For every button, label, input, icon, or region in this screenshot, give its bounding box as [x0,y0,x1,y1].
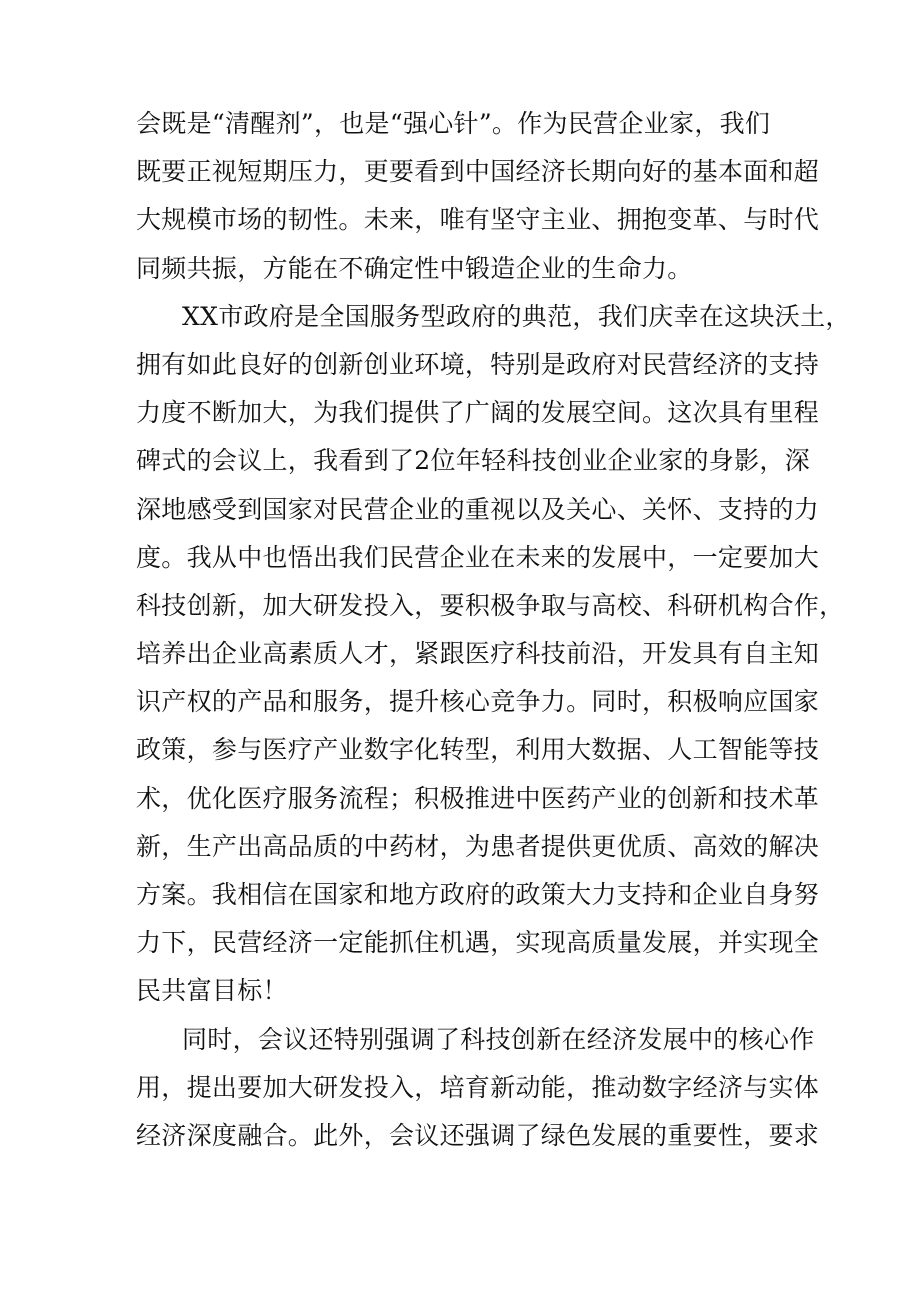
text-line: 新，生产出高品质的中药材，为患者提供更优质、高效的解决 [136,831,820,861]
paragraph-first-line: XX市政府是全国服务型政府的典范，我们庆幸在这块沃土， [182,301,851,331]
document-body [136,100,851,1160]
text-line: 方案。我相信在国家和地方政府的政策大力支持和企业自身努 [136,880,820,909]
text-line: 经济深度融合。此外，会议还强调了绿色发展的重要性，要求 [136,1120,820,1150]
text-line: 既要正视短期压力，更要看到中国经济长期向好的基本面和超 [136,157,820,187]
text-line: 深地感受到国家对民营企业的重视以及关心、关怀、支持的力 [136,494,820,524]
text-line: 碑式的会议上，我看到了2位年轻科技创业企业家的身影，深 [136,446,811,476]
text-line: 大规模市场的韧性。未来，唯有坚守主业、拥抱变革、与时代 [136,205,820,235]
text-line: 力度不断加大，为我们提供了广阔的发展空间。这次具有里程 [136,398,820,428]
text-line: 培养出企业高素质人才，紧跟医疗科技前沿，开发具有自主知 [136,639,820,669]
paragraph-first-line: 同时，会议还特别强调了科技创新在经济发展中的核心作 [182,1024,815,1054]
text-line: 科技创新，加大研发投入，要积极争取与高校、科研机构合作， [136,590,845,620]
text-line: 用，提出要加大研发投入，培育新动能，推动数字经济与实体 [136,1072,820,1102]
text-line: 拥有如此良好的创新创业环境，特别是政府对民营经济的支持 [136,349,820,379]
text-line: 度。我从中也悟出我们民营企业在未来的发展中，一定要加大 [136,542,820,572]
text-line: 民共富目标！ [136,976,288,1006]
text-line: 政策，参与医疗产业数字化转型，利用大数据、人工智能等技 [136,735,820,765]
text-line: 识产权的产品和服务，提升核心竞争力。同时，积极响应国家 [136,687,820,717]
text-line: 会既是“清醒剂”，也是“强心针”。作为民营企业家，我们 [136,109,771,138]
text-line: 术，优化医疗服务流程；积极推进中医药产业的创新和技术革 [136,783,820,813]
text-line: 同频共振，方能在不确定性中锻造企业的生命力。 [136,253,693,283]
text-line: 力下，民营经济一定能抓住机遇，实现高质量发展，并实现全 [136,928,820,958]
